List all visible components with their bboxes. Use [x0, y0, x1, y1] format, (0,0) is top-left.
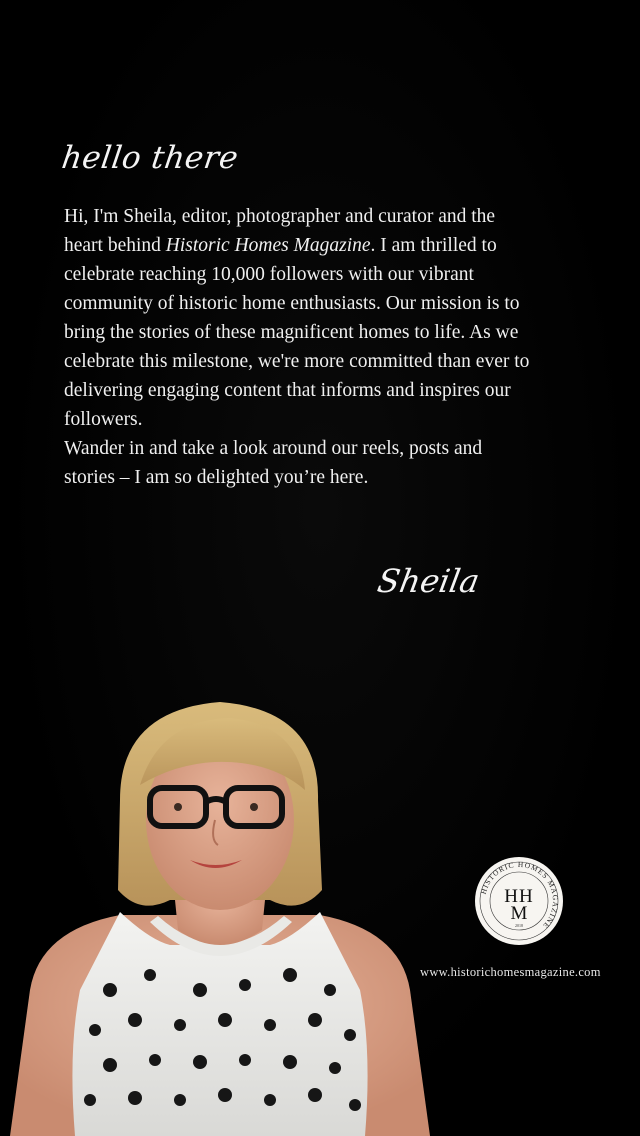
intro-text-block [64, 202, 534, 492]
logo-monogram-top: HH [504, 886, 534, 907]
website-url: www.historichomesmagazine.com [420, 965, 601, 979]
greeting-heading: hello there [59, 140, 241, 176]
portrait-photo [0, 690, 440, 1136]
signature: Sheila [374, 562, 483, 600]
intro-part-2: . I am thrilled to celebrate reaching 10,000 followers with our vibrant community of historic home enthusiasts. Our mission is to bring the stories of these magnificent homes to life. As we celebrate this milestone, we're more committed than ever to delivering engaging content that informs and inspires our followers. [64, 235, 530, 430]
intro-paragraph [64, 202, 534, 434]
logo-est: 2018 [515, 923, 523, 928]
logo-ring-text: HISTORIC HOMES MAGAZINE [478, 859, 561, 931]
closing-paragraph: Wander in and take a look around our reels, posts and stories – I am so delighted you’re here. [64, 438, 483, 488]
hhm-logo [474, 856, 564, 946]
logo-monogram-bottom: M [510, 903, 528, 924]
magazine-name: Historic Homes Magazine [165, 235, 371, 256]
intro-part-1: Hi, I'm Sheila, editor, photographer and curator and the heart behind [64, 206, 496, 256]
